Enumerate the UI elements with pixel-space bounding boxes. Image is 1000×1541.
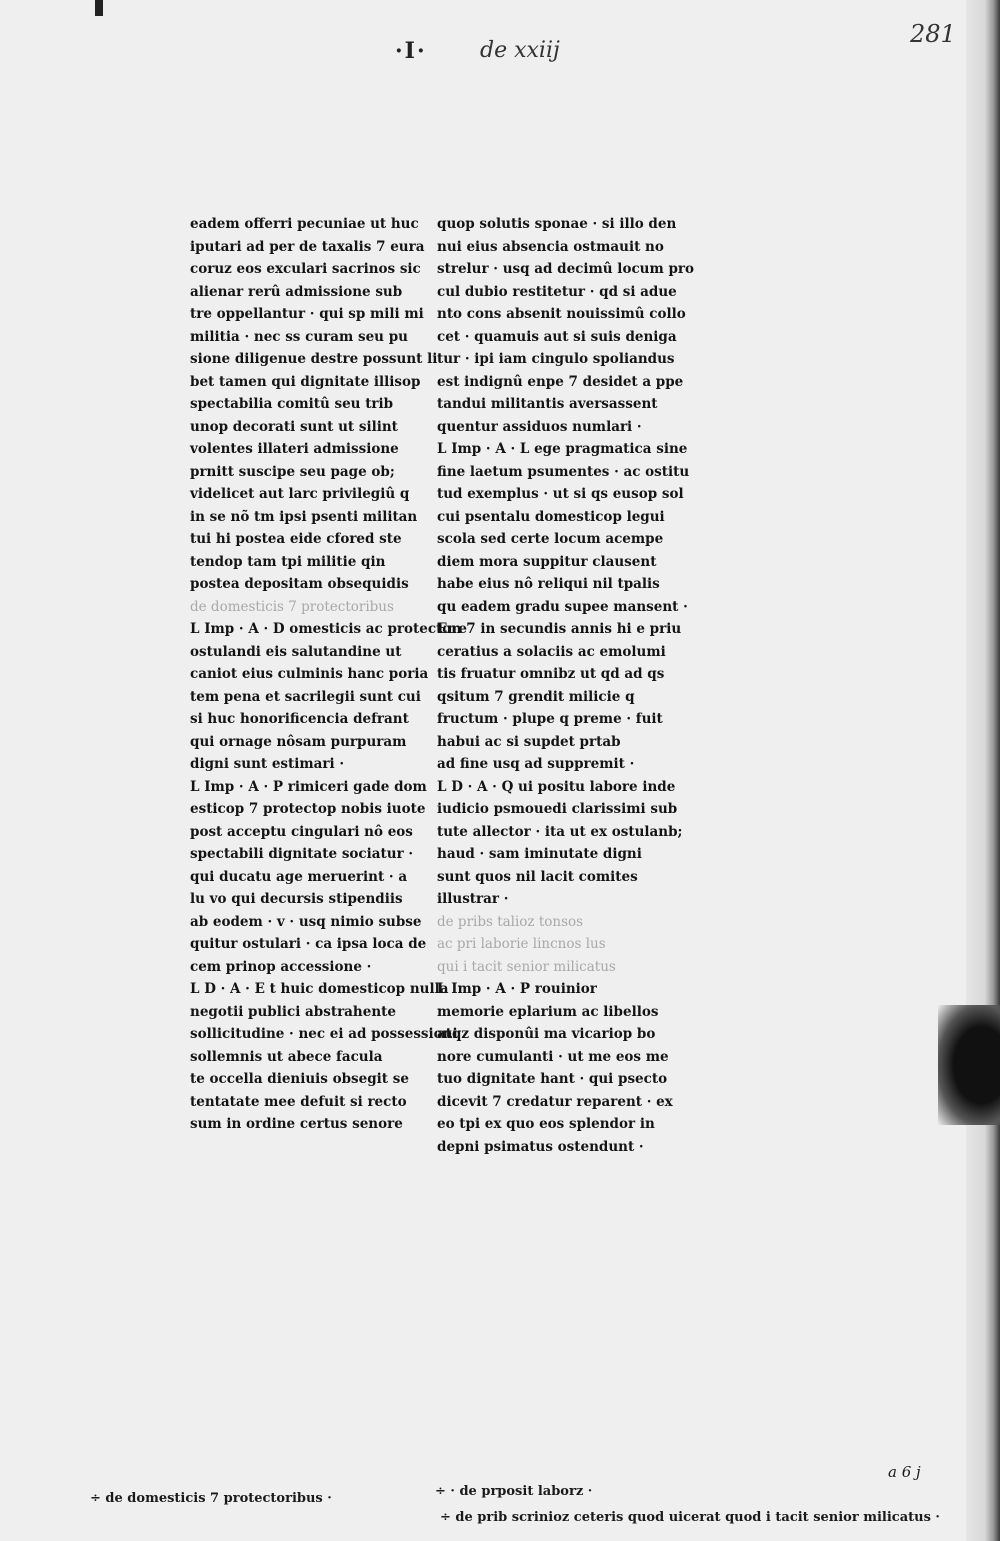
text-line: quentur assiduos numlari · [437, 418, 642, 435]
footer-right-note-1: ÷ · de prposit laborz · [435, 1484, 593, 1499]
text-line: sunt quos nil lacit comites [437, 868, 638, 885]
right-text-column [437, 213, 695, 1158]
text-line: L Imp · A · L ege pragmatica sine [437, 441, 688, 457]
text-line: sione diligenue destre possunt li [190, 351, 438, 367]
binding-edge [966, 0, 1000, 1541]
text-line: L Imp · A · P rimiceri gade dom [190, 778, 427, 795]
text-line: strelur · usq ad decimû locum pro [437, 261, 695, 277]
text-line: volentes illateri admissione [190, 441, 399, 457]
text-line: nui eius absencia ostmauit no [437, 238, 664, 255]
text-line: tud exemplus · ut si qs eusop sol [437, 486, 684, 502]
text-line: negotii publici abstrahente [190, 1003, 396, 1020]
text-line: fine laetum psumentes · ac ostitu [437, 463, 690, 480]
text-line: bet tamen qui dignitate illisop [190, 373, 421, 390]
text-line: videlicet aut larc privilegiû q [190, 486, 410, 502]
text-line: sollicitudine · nec ei ad possessioni [190, 1026, 458, 1042]
text-line: alienar rerû admissione sub [190, 283, 403, 300]
text-line: qu eadem gradu supee mansent · [437, 598, 688, 615]
text-line: lu vo qui decursis stipendiis [190, 891, 403, 907]
text-line: qsitum 7 grendit milicie q [437, 688, 635, 705]
text-line: caniot eius culminis hanc poria [190, 666, 429, 682]
text-line: cem prinop accessione · [190, 958, 372, 975]
text-line: depni psimatus ostendunt · [437, 1138, 644, 1155]
text-line: te occella dieniuis obsegit se [190, 1071, 409, 1087]
text-line: memorie eplarium ac libellos [437, 1003, 659, 1020]
text-line: L D · A · Q ui positu labore inde [437, 778, 676, 795]
text-line: tute allector · ita ut ex ostulanb; [437, 823, 683, 840]
text-line: de pribs talioz tonsos [437, 913, 584, 930]
text-line: ostulandi eis salutandine ut [190, 643, 402, 660]
text-line: digni sunt estimari · [190, 756, 345, 772]
left-text-column [190, 213, 468, 1136]
text-line: L D · A · E t huic domesticop nulla [190, 981, 449, 997]
text-line: iudicio psmouedi clarissimi sub [437, 801, 678, 817]
text-line: quitur ostulari · ca ipsa loca de [190, 936, 427, 952]
text-line: habui ac si supdet prtab [437, 733, 621, 750]
text-line: prnitt suscipe seu page ob; [190, 463, 395, 480]
text-line: qui i tacit senior milicatus [437, 958, 616, 975]
text-line: iputari ad per de taxalis 7 eura [190, 238, 425, 255]
header-note: de xxiij [480, 38, 560, 63]
text-line: L Imp · A · P rouinior [437, 981, 597, 997]
text-line: quop solutis sponae · si illo den [437, 216, 677, 232]
text-line: L Imp · A · D omesticis ac protectore [190, 621, 468, 637]
text-line: cui psentalu domesticop legui [437, 508, 665, 525]
text-line: tendop tam tpi militie qin [190, 553, 386, 570]
text-line: nore cumulanti · ut me eos me [437, 1048, 669, 1065]
text-line: tis fruatur omnibz ut qd ad qs [437, 666, 665, 682]
signature-number: a 6 j [888, 1463, 921, 1481]
text-line: fructum · plupe q preme · fuit [437, 711, 663, 727]
text-line: tur · ipi iam cingulo spoliandus [437, 351, 675, 367]
text-line: qui ducatu age meruerint · a [190, 868, 408, 885]
text-line: ab eodem · v · usq nimio subse [190, 913, 422, 930]
text-line: eo tpi ex quo eos splendor in [437, 1116, 655, 1132]
text-line: sollemnis ut abece facula [190, 1048, 383, 1065]
text-line: Em 7 in secundis annis hi e priu [437, 621, 682, 637]
text-line: si huc honorificencia defrant [190, 711, 409, 727]
footer-left-note: ÷ de domesticis 7 protectoribus · [90, 1491, 332, 1506]
text-line: cul dubio restitetur · qd si adue [437, 283, 677, 300]
text-line: esticop 7 protectop nobis iuote [190, 801, 426, 817]
text-line: eadem offerri pecuniae ut huc [190, 216, 419, 232]
text-line: scola sed certe locum acempe [437, 531, 664, 547]
text-line: nto cons absenit nouissimû collo [437, 306, 686, 322]
text-line: unop decorati sunt ut silint [190, 418, 398, 435]
text-line: diem mora suppitur clausent [437, 553, 657, 570]
text-line: haud · sam iminutate digni [437, 846, 642, 862]
text-line: ceratius a solaciis ac emolumi [437, 643, 666, 660]
text-line: qui ornage nôsam purpuram [190, 733, 407, 750]
text-line: militia · nec ss curam seu pu [190, 328, 408, 345]
text-line: sum in ordine certus senore [190, 1116, 403, 1132]
text-line: est indignû enpe 7 desidet a ppe [437, 373, 684, 390]
footer-right-note-2: ÷ de prib scrinioz ceteris quod uicerat quod i tacit senior milicatus · [440, 1510, 940, 1525]
text-line: tre oppellantur · qui sp mili mi [190, 306, 424, 322]
text-line: postea depositam obsequidis [190, 576, 409, 592]
text-line: tandui militantis aversassent [437, 396, 658, 412]
ink-stain [938, 1005, 1000, 1125]
text-line: tui hi postea eide cfored ste [190, 531, 402, 547]
text-line: coruz eos exculari sacrinos sic [190, 261, 421, 277]
text-line: ad fine usq ad suppremit · [437, 756, 635, 772]
text-line: tentatate mee defuit si recto [190, 1093, 407, 1110]
corner-mark [95, 0, 103, 16]
text-line: spectabili dignitate sociatur · [190, 846, 414, 862]
text-line: atqz disponûi ma vicariop bo [437, 1026, 656, 1042]
text-line: post acceptu cingulari nô eos [190, 823, 413, 840]
text-line: tuo dignitate hant · qui psecto [437, 1071, 668, 1087]
folio-number: 281 [910, 20, 956, 48]
text-line: tem pena et sacrilegii sunt cui [190, 688, 421, 705]
text-line: dicevit 7 credatur reparent · ex [437, 1093, 673, 1110]
text-line: spectabilia comitû seu trib [190, 396, 394, 412]
text-line: in se nõ tm ipsi psenti militan [190, 508, 418, 525]
text-line: de domesticis 7 protectoribus [190, 598, 394, 615]
text-line: cet · quamuis aut si suis deniga [437, 328, 677, 345]
running-title: ·I· [395, 38, 427, 64]
text-line: habe eius nô reliqui nil tpalis [437, 576, 660, 592]
text-line: ac pri laborie lincnos lus [437, 936, 606, 952]
text-line: illustrar · [437, 891, 509, 907]
